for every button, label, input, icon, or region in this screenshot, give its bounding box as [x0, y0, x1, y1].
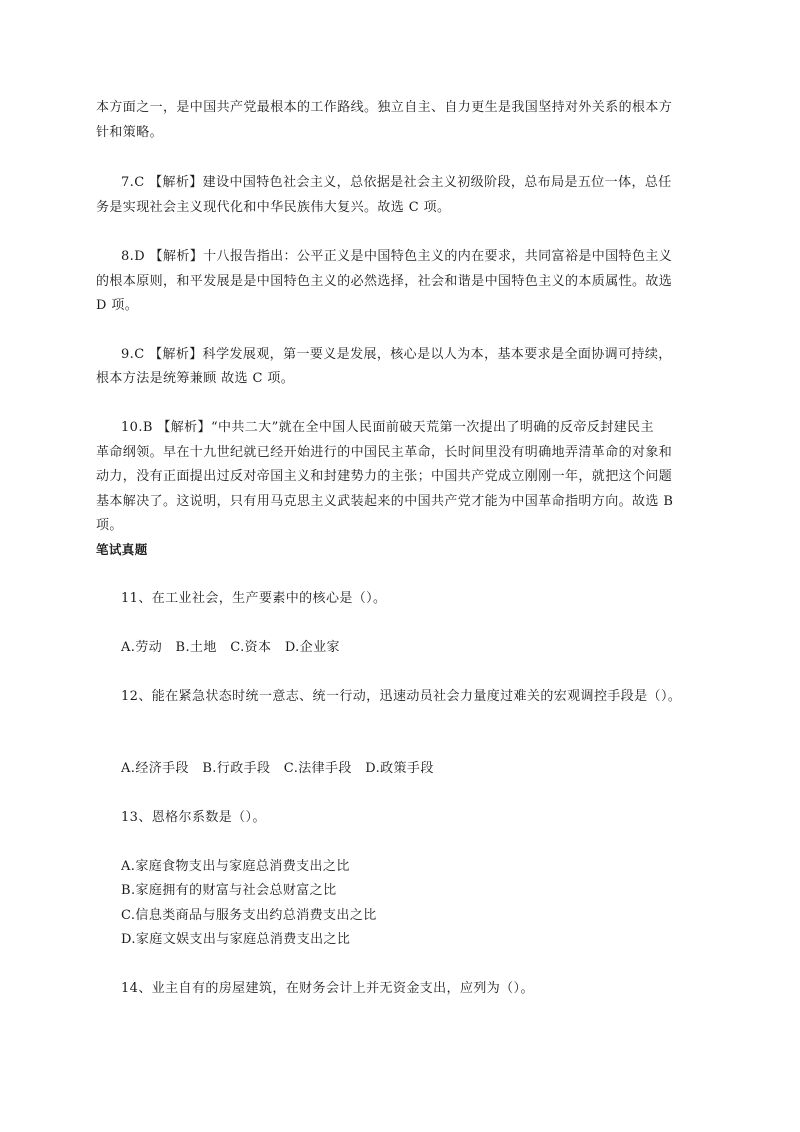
- question-13-option-a: A.家庭食物支出与家庭总消费支出之比: [121, 859, 350, 874]
- question-11: 11、在工业社会，生产要素中的核心是（）。: [121, 591, 387, 606]
- paragraph-line: 本方面之一，是中国共产党最根本的工作路线。独立自主、自力更生是我国坚持对外关系的根本方: [96, 100, 673, 115]
- answer-9-line: 根本方法是统筹兼顾 故选 C 项。: [96, 371, 295, 386]
- answer-10-line: 10.B 【解析】“中共二大”就在全中国人民面前破天荒第一次提出了明确的反帝反封建民主: [121, 420, 654, 435]
- answer-8-line: 8.D 【解析】十八报告指出：公平正义是中国特色主义的内在要求，共同富裕是中国特色主义: [121, 249, 673, 264]
- question-13-option-c: C.信息类商品与服务支出约总消费支出之比: [121, 908, 377, 923]
- question-12-options: A.经济手段 B.行政手段 C.法律手段 D.政策手段: [121, 761, 434, 776]
- answer-10-line: 革命纲领。早在十九世纪就已经开始进行的中国民主革命，长时间里没有明确地弄清革命的对象和: [96, 445, 673, 460]
- question-12: 12、能在紧急状态时统一意志、统一行动，迅速动员社会力量度过难关的宏观调控手段是（）。: [121, 689, 682, 704]
- section-heading: 笔试真题: [96, 542, 148, 557]
- answer-10-line: 项。: [96, 518, 123, 533]
- paragraph-line: 针和策略。: [96, 125, 164, 140]
- question-11-options: A.劳动 B.土地 C.资本 D.企业家: [121, 640, 340, 655]
- answer-7-line: 7.C 【解析】建设中国特色社会主义，总依据是社会主义初级阶段，总布局是五位一体，总任: [121, 175, 672, 190]
- answer-7-line: 务是实现社会主义现代化和中华民族伟大复兴。故选 C 项。: [96, 200, 451, 215]
- question-13-option-b: B.家庭拥有的财富与社会总财富之比: [121, 883, 337, 898]
- question-13-option-d: D.家庭文娱支出与家庭总消费支出之比: [121, 932, 351, 947]
- answer-10-line: 基本解决了。这说明，只有用马克思主义武装起来的中国共产党才能为中国革命指明方向。故选 B: [96, 494, 674, 509]
- answer-9-line: 9.C 【解析】科学发展观，第一要义是发展，核心是以人为本，基本要求是全面协调可持续，: [121, 347, 672, 362]
- answer-8-line: D 项。: [96, 298, 139, 313]
- question-14: 14、业主自有的房屋建筑，在财务会计上并无资金支出，应列为（）。: [121, 981, 534, 996]
- question-13: 13、恩格尔系数是（）。: [121, 810, 266, 825]
- answer-8-line: 的根本原则，和平发展是是中国特色主义的必然选择，社会和谐是中国特色主义的本质属性。故选: [96, 274, 673, 289]
- answer-10-line: 动力，没有正面提出过反对帝国主义和封建势力的主张；中国共产党成立刚刚一年，就把这个问题: [96, 469, 673, 484]
